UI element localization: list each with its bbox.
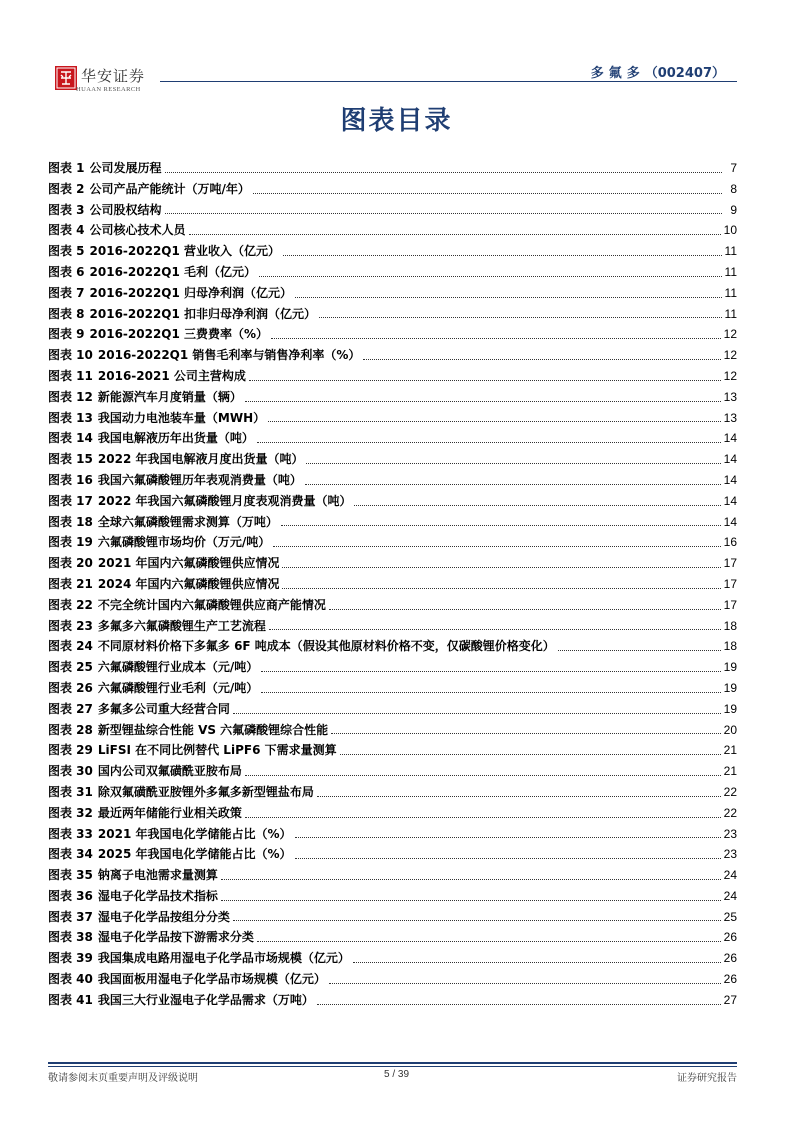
toc-entry-title: 公司核心技术人员 bbox=[89, 223, 186, 238]
toc-entry-label: 图表 21 bbox=[48, 576, 93, 591]
toc-entry-title: 国内公司双氟磺酰亚胺布局 bbox=[97, 764, 242, 779]
logo-subtitle: HUAAN RESEARCH bbox=[76, 86, 141, 93]
toc-dot-leader bbox=[354, 505, 720, 506]
toc-entry-page: 14 bbox=[723, 493, 737, 508]
toc-entry-title: 新能源汽车月度销量（辆） bbox=[97, 389, 242, 404]
toc-entry-title: 不完全统计国内六氟磷酸锂供应商产能情况 bbox=[97, 597, 326, 612]
toc-entry-page: 19 bbox=[723, 660, 737, 675]
toc-entry-label: 图表 2 bbox=[48, 181, 85, 196]
toc-dot-leader bbox=[268, 421, 721, 422]
footer-divider-thin bbox=[48, 1066, 737, 1067]
footer-divider bbox=[48, 1062, 737, 1064]
toc-entry-page: 14 bbox=[723, 431, 737, 446]
toc-entry[interactable] bbox=[48, 220, 737, 241]
toc-entry-label: 图表 36 bbox=[48, 888, 93, 903]
toc-dot-leader bbox=[295, 858, 721, 859]
page-title: 图表目录 bbox=[340, 106, 453, 136]
toc-dot-leader bbox=[317, 1004, 721, 1005]
toc-dot-leader bbox=[165, 213, 722, 214]
toc-entry-page: 23 bbox=[723, 826, 737, 841]
toc-entry-label: 图表 17 bbox=[48, 493, 93, 508]
toc-entry-page: 16 bbox=[723, 535, 737, 550]
toc-entry[interactable] bbox=[48, 574, 737, 595]
toc-entry-page: 14 bbox=[723, 452, 737, 467]
toc-entry-title: 我国面板用湿电子化学品市场规模（亿元） bbox=[97, 972, 326, 987]
toc-entry-label: 图表 14 bbox=[48, 431, 93, 446]
toc-entry[interactable] bbox=[48, 678, 737, 699]
logo-seal-icon bbox=[55, 66, 77, 90]
toc-entry-label: 图表 3 bbox=[48, 202, 85, 217]
toc-entry-label: 图表 39 bbox=[48, 951, 93, 966]
toc-entry-title: 湿电子化学品技术指标 bbox=[97, 888, 218, 903]
toc-entry-page: 27 bbox=[723, 992, 737, 1007]
toc-dot-leader bbox=[283, 255, 721, 256]
toc-entry-page: 22 bbox=[723, 805, 737, 820]
toc-entry-page: 12 bbox=[723, 327, 737, 342]
toc-entry-page: 18 bbox=[723, 639, 737, 654]
toc-dot-leader bbox=[306, 463, 720, 464]
toc-dot-leader bbox=[269, 629, 721, 630]
toc-entry-title: 湿电子化学品按组分分类 bbox=[97, 909, 230, 924]
toc-entry-page: 25 bbox=[723, 909, 737, 924]
toc-entry-label: 图表 5 bbox=[48, 244, 85, 259]
toc-entry-label: 图表 31 bbox=[48, 784, 93, 799]
toc-entry-title: 六氟磷酸锂市场均价（万元/吨） bbox=[97, 535, 271, 550]
toc-entry-label: 图表 35 bbox=[48, 868, 93, 883]
header-company bbox=[591, 62, 725, 81]
footer-disclaimer: 敬请参阅末页重要声明及评级说明 bbox=[48, 1073, 198, 1084]
toc-entry-label: 图表 33 bbox=[48, 826, 93, 841]
toc-dot-leader bbox=[261, 671, 720, 672]
toc-entry-title: 新型锂盐综合性能 VS 六氟磷酸锂综合性能 bbox=[97, 722, 329, 737]
toc-entry[interactable] bbox=[48, 699, 737, 720]
toc-dot-leader bbox=[189, 234, 721, 235]
toc-dot-leader bbox=[295, 297, 721, 298]
toc-entry-title: 2016-2022Q1 扣非归母净利润（亿元） bbox=[89, 306, 317, 321]
toc-entry-page: 7 bbox=[730, 161, 737, 175]
toc-entry-label: 图表 15 bbox=[48, 452, 93, 467]
toc-entry[interactable] bbox=[48, 720, 737, 741]
toc-entry[interactable] bbox=[48, 636, 737, 657]
toc-entry[interactable] bbox=[48, 865, 737, 886]
toc-entry[interactable] bbox=[48, 844, 737, 865]
toc-entry[interactable] bbox=[48, 553, 737, 574]
toc-entry-title: 除双氟磺酰亚胺锂外多氟多新型锂盐布局 bbox=[97, 784, 314, 799]
toc-entry[interactable] bbox=[48, 740, 737, 761]
toc-dot-leader bbox=[273, 546, 720, 547]
company-name: 多氟多 bbox=[590, 66, 645, 81]
toc-dot-leader bbox=[295, 837, 721, 838]
toc-entry-title: 我国动力电池装车量（MWH） bbox=[97, 410, 266, 425]
toc-entry-title: 多氟多公司重大经营合同 bbox=[97, 701, 230, 716]
toc-entry-title: 公司股权结构 bbox=[89, 202, 162, 217]
toc-dot-leader bbox=[233, 920, 721, 921]
toc-dot-leader bbox=[165, 172, 722, 173]
toc-entry-label: 图表 6 bbox=[48, 264, 85, 279]
toc-entry-title: 我国三大行业湿电子化学品需求（万吨） bbox=[97, 992, 314, 1007]
toc-entry[interactable] bbox=[48, 158, 737, 179]
toc-entry-page: 11 bbox=[724, 306, 737, 321]
toc-entry-title: 2016-2021 公司主营构成 bbox=[97, 368, 246, 383]
toc-entry[interactable] bbox=[48, 304, 737, 325]
toc-entry-title: 不同原材料价格下多氟多 6F 吨成本（假设其他原材料价格不变，仅碳酸锂价格变化） bbox=[97, 639, 555, 654]
toc-entry-page: 19 bbox=[723, 701, 737, 716]
toc-dot-leader bbox=[331, 733, 720, 734]
toc-entry-page: 17 bbox=[723, 597, 737, 612]
toc-dot-leader bbox=[221, 900, 721, 901]
toc-dot-leader bbox=[257, 941, 721, 942]
toc-entry-page: 18 bbox=[723, 618, 737, 633]
toc-entry[interactable] bbox=[48, 595, 737, 616]
toc-entry-title: 2021 年我国电化学储能占比（%） bbox=[97, 826, 292, 841]
toc-entry-page: 23 bbox=[723, 847, 737, 862]
toc-entry-title: 2016-2022Q1 营业收入（亿元） bbox=[89, 244, 281, 259]
logo-text: 华安证券 bbox=[81, 67, 146, 85]
toc-entry-label: 图表 32 bbox=[48, 805, 93, 820]
toc-dot-leader bbox=[319, 317, 721, 318]
toc-entry-label: 图表 24 bbox=[48, 639, 93, 654]
toc-entry-label: 图表 37 bbox=[48, 909, 93, 924]
toc-entry[interactable] bbox=[48, 782, 737, 803]
toc-entry[interactable] bbox=[48, 200, 737, 221]
toc-entry-page: 8 bbox=[730, 181, 737, 196]
toc-entry-title: 六氟磷酸锂行业毛利（元/吨） bbox=[97, 680, 259, 695]
toc-entry-label: 图表 27 bbox=[48, 701, 93, 716]
toc-entry-label: 图表 16 bbox=[48, 472, 93, 487]
toc-entry-label: 图表 13 bbox=[48, 410, 93, 425]
toc-entry-title: 公司产品产能统计（万吨/年） bbox=[89, 181, 250, 196]
toc-dot-leader bbox=[245, 817, 721, 818]
toc-entry[interactable] bbox=[48, 616, 737, 637]
toc-entry-page: 11 bbox=[724, 264, 737, 279]
toc-entry-label: 图表 22 bbox=[48, 597, 93, 612]
toc-entry-page: 26 bbox=[723, 930, 737, 945]
toc-entry-title: 六氟磷酸锂行业成本（元/吨） bbox=[97, 660, 259, 675]
toc-entry[interactable] bbox=[48, 907, 737, 928]
toc-entry-label: 图表 10 bbox=[48, 348, 93, 363]
toc-dot-leader bbox=[305, 484, 721, 485]
toc-entry-title: 我国电解液历年出货量（吨） bbox=[97, 431, 254, 446]
toc-entry-title: 钠离子电池需求量测算 bbox=[97, 868, 218, 883]
toc-entry[interactable] bbox=[48, 803, 737, 824]
toc-entry[interactable] bbox=[48, 408, 737, 429]
toc-entry-page: 26 bbox=[723, 972, 737, 987]
toc-entry-label: 图表 8 bbox=[48, 306, 85, 321]
toc-dot-leader bbox=[257, 442, 721, 443]
toc-entry-page: 20 bbox=[723, 722, 737, 737]
toc-entry-label: 图表 30 bbox=[48, 764, 93, 779]
toc-dot-leader bbox=[253, 193, 722, 194]
toc-entry-page: 14 bbox=[723, 514, 737, 529]
toc-entry-page: 19 bbox=[723, 680, 737, 695]
toc-entry-title: 2021 年国内六氟磷酸锂供应情况 bbox=[97, 556, 280, 571]
toc-dot-leader bbox=[233, 713, 721, 714]
toc-entry-label: 图表 26 bbox=[48, 680, 93, 695]
toc-entry[interactable] bbox=[48, 512, 737, 533]
toc-entry-title: 全球六氟磷酸锂需求测算（万吨） bbox=[97, 514, 278, 529]
toc-entry-label: 图表 12 bbox=[48, 389, 93, 404]
toc-entry-title: 2022 年我国六氟磷酸锂月度表观消费量（吨） bbox=[97, 493, 352, 508]
toc-entry[interactable] bbox=[48, 532, 737, 553]
toc-entry-page: 17 bbox=[723, 556, 737, 571]
toc-entry-page: 14 bbox=[723, 472, 737, 487]
toc-entry-label: 图表 29 bbox=[48, 743, 93, 758]
toc-entry[interactable] bbox=[48, 241, 737, 262]
toc-entry[interactable] bbox=[48, 179, 737, 200]
toc-dot-leader bbox=[363, 359, 720, 360]
toc-entry[interactable] bbox=[48, 262, 737, 283]
toc-entry[interactable] bbox=[48, 428, 737, 449]
footer-report-type: 证券研究报告 bbox=[677, 1073, 737, 1084]
toc-entry-page: 11 bbox=[724, 244, 737, 259]
toc-entry-label: 图表 28 bbox=[48, 722, 93, 737]
toc-entry-label: 图表 7 bbox=[48, 285, 85, 300]
toc-entry-title: 我国集成电路用湿电子化学品市场规模（亿元） bbox=[97, 951, 350, 966]
toc-entry-title: LiFSI 在不同比例替代 LiPF6 下需求量测算 bbox=[97, 743, 337, 758]
toc-entry[interactable] bbox=[48, 657, 737, 678]
toc-entry-label: 图表 9 bbox=[48, 327, 85, 342]
toc-dot-leader bbox=[353, 962, 721, 963]
toc-entry-label: 图表 41 bbox=[48, 992, 93, 1007]
toc-entry-title: 2016-2022Q1 毛利（亿元） bbox=[89, 264, 257, 279]
toc-dot-leader bbox=[340, 754, 721, 755]
toc-entry-title: 2016-2022Q1 三费费率（%） bbox=[89, 327, 269, 342]
figure-index-list bbox=[48, 158, 737, 1011]
toc-entry-title: 湿电子化学品按下游需求分类 bbox=[97, 930, 254, 945]
toc-entry-page: 21 bbox=[723, 743, 737, 758]
toc-entry[interactable] bbox=[48, 990, 737, 1011]
toc-entry[interactable] bbox=[48, 886, 737, 907]
toc-entry-page: 21 bbox=[723, 764, 737, 779]
toc-dot-leader bbox=[317, 796, 721, 797]
toc-entry-label: 图表 11 bbox=[48, 368, 93, 383]
footer-page-number: 5 / 39 bbox=[383, 1069, 410, 1080]
toc-dot-leader bbox=[282, 567, 720, 568]
toc-dot-leader bbox=[329, 983, 721, 984]
toc-dot-leader bbox=[329, 609, 721, 610]
toc-entry-page: 13 bbox=[723, 389, 737, 404]
toc-entry[interactable] bbox=[48, 324, 737, 345]
toc-entry[interactable] bbox=[48, 283, 737, 304]
toc-entry-page: 10 bbox=[723, 223, 737, 238]
toc-entry-label: 图表 23 bbox=[48, 618, 93, 633]
toc-dot-leader bbox=[558, 650, 721, 651]
toc-entry-page: 12 bbox=[723, 368, 737, 383]
toc-entry-title: 2016-2022Q1 归母净利润（亿元） bbox=[89, 285, 293, 300]
toc-entry-label: 图表 18 bbox=[48, 514, 93, 529]
toc-dot-leader bbox=[221, 879, 721, 880]
toc-dot-leader bbox=[245, 775, 721, 776]
toc-entry[interactable] bbox=[48, 387, 737, 408]
toc-entry[interactable] bbox=[48, 824, 737, 845]
stock-code: （002407） bbox=[644, 66, 725, 81]
toc-entry-page: 26 bbox=[723, 951, 737, 966]
toc-entry[interactable] bbox=[48, 449, 737, 470]
header-divider bbox=[160, 81, 737, 82]
toc-entry-page: 11 bbox=[724, 285, 737, 300]
toc-entry-label: 图表 34 bbox=[48, 847, 93, 862]
toc-entry-page: 24 bbox=[723, 888, 737, 903]
toc-entry-title: 多氟多六氟磷酸锂生产工艺流程 bbox=[97, 618, 266, 633]
toc-entry-title: 2024 年国内六氟磷酸锂供应情况 bbox=[97, 576, 280, 591]
toc-dot-leader bbox=[245, 401, 721, 402]
toc-entry-label: 图表 38 bbox=[48, 930, 93, 945]
toc-entry[interactable] bbox=[48, 491, 737, 512]
toc-entry-label: 图表 4 bbox=[48, 223, 85, 238]
toc-entry-label: 图表 20 bbox=[48, 556, 93, 571]
toc-entry-page: 9 bbox=[730, 202, 737, 217]
toc-entry-title: 2016-2022Q1 销售毛利率与销售净利率（%） bbox=[97, 348, 361, 363]
toc-entry-title: 最近两年储能行业相关政策 bbox=[97, 805, 242, 820]
toc-entry[interactable] bbox=[48, 366, 737, 387]
toc-entry-title: 公司发展历程 bbox=[89, 161, 162, 175]
toc-dot-leader bbox=[261, 692, 720, 693]
toc-dot-leader bbox=[281, 525, 721, 526]
toc-dot-leader bbox=[249, 380, 721, 381]
toc-dot-leader bbox=[271, 338, 721, 339]
toc-entry[interactable] bbox=[48, 761, 737, 782]
toc-entry[interactable] bbox=[48, 470, 737, 491]
toc-entry[interactable] bbox=[48, 948, 737, 969]
toc-entry[interactable] bbox=[48, 927, 737, 948]
toc-entry-title: 2025 年我国电化学储能占比（%） bbox=[97, 847, 292, 862]
toc-entry-page: 22 bbox=[723, 784, 737, 799]
toc-entry-label: 图表 40 bbox=[48, 972, 93, 987]
toc-entry-page: 12 bbox=[723, 348, 737, 363]
toc-entry-title: 2022 年我国电解液月度出货量（吨） bbox=[97, 452, 304, 467]
toc-entry[interactable] bbox=[48, 969, 737, 990]
toc-entry-page: 24 bbox=[723, 868, 737, 883]
toc-entry-label: 图表 25 bbox=[48, 660, 93, 675]
toc-entry-page: 17 bbox=[723, 576, 737, 591]
toc-dot-leader bbox=[259, 276, 721, 277]
toc-dot-leader bbox=[282, 588, 720, 589]
toc-entry[interactable] bbox=[48, 345, 737, 366]
toc-entry-label: 图表 19 bbox=[48, 535, 93, 550]
toc-entry-page: 13 bbox=[723, 410, 737, 425]
toc-entry-title: 我国六氟磷酸锂历年表观消费量（吨） bbox=[97, 472, 302, 487]
toc-entry-label: 图表 1 bbox=[48, 161, 85, 175]
